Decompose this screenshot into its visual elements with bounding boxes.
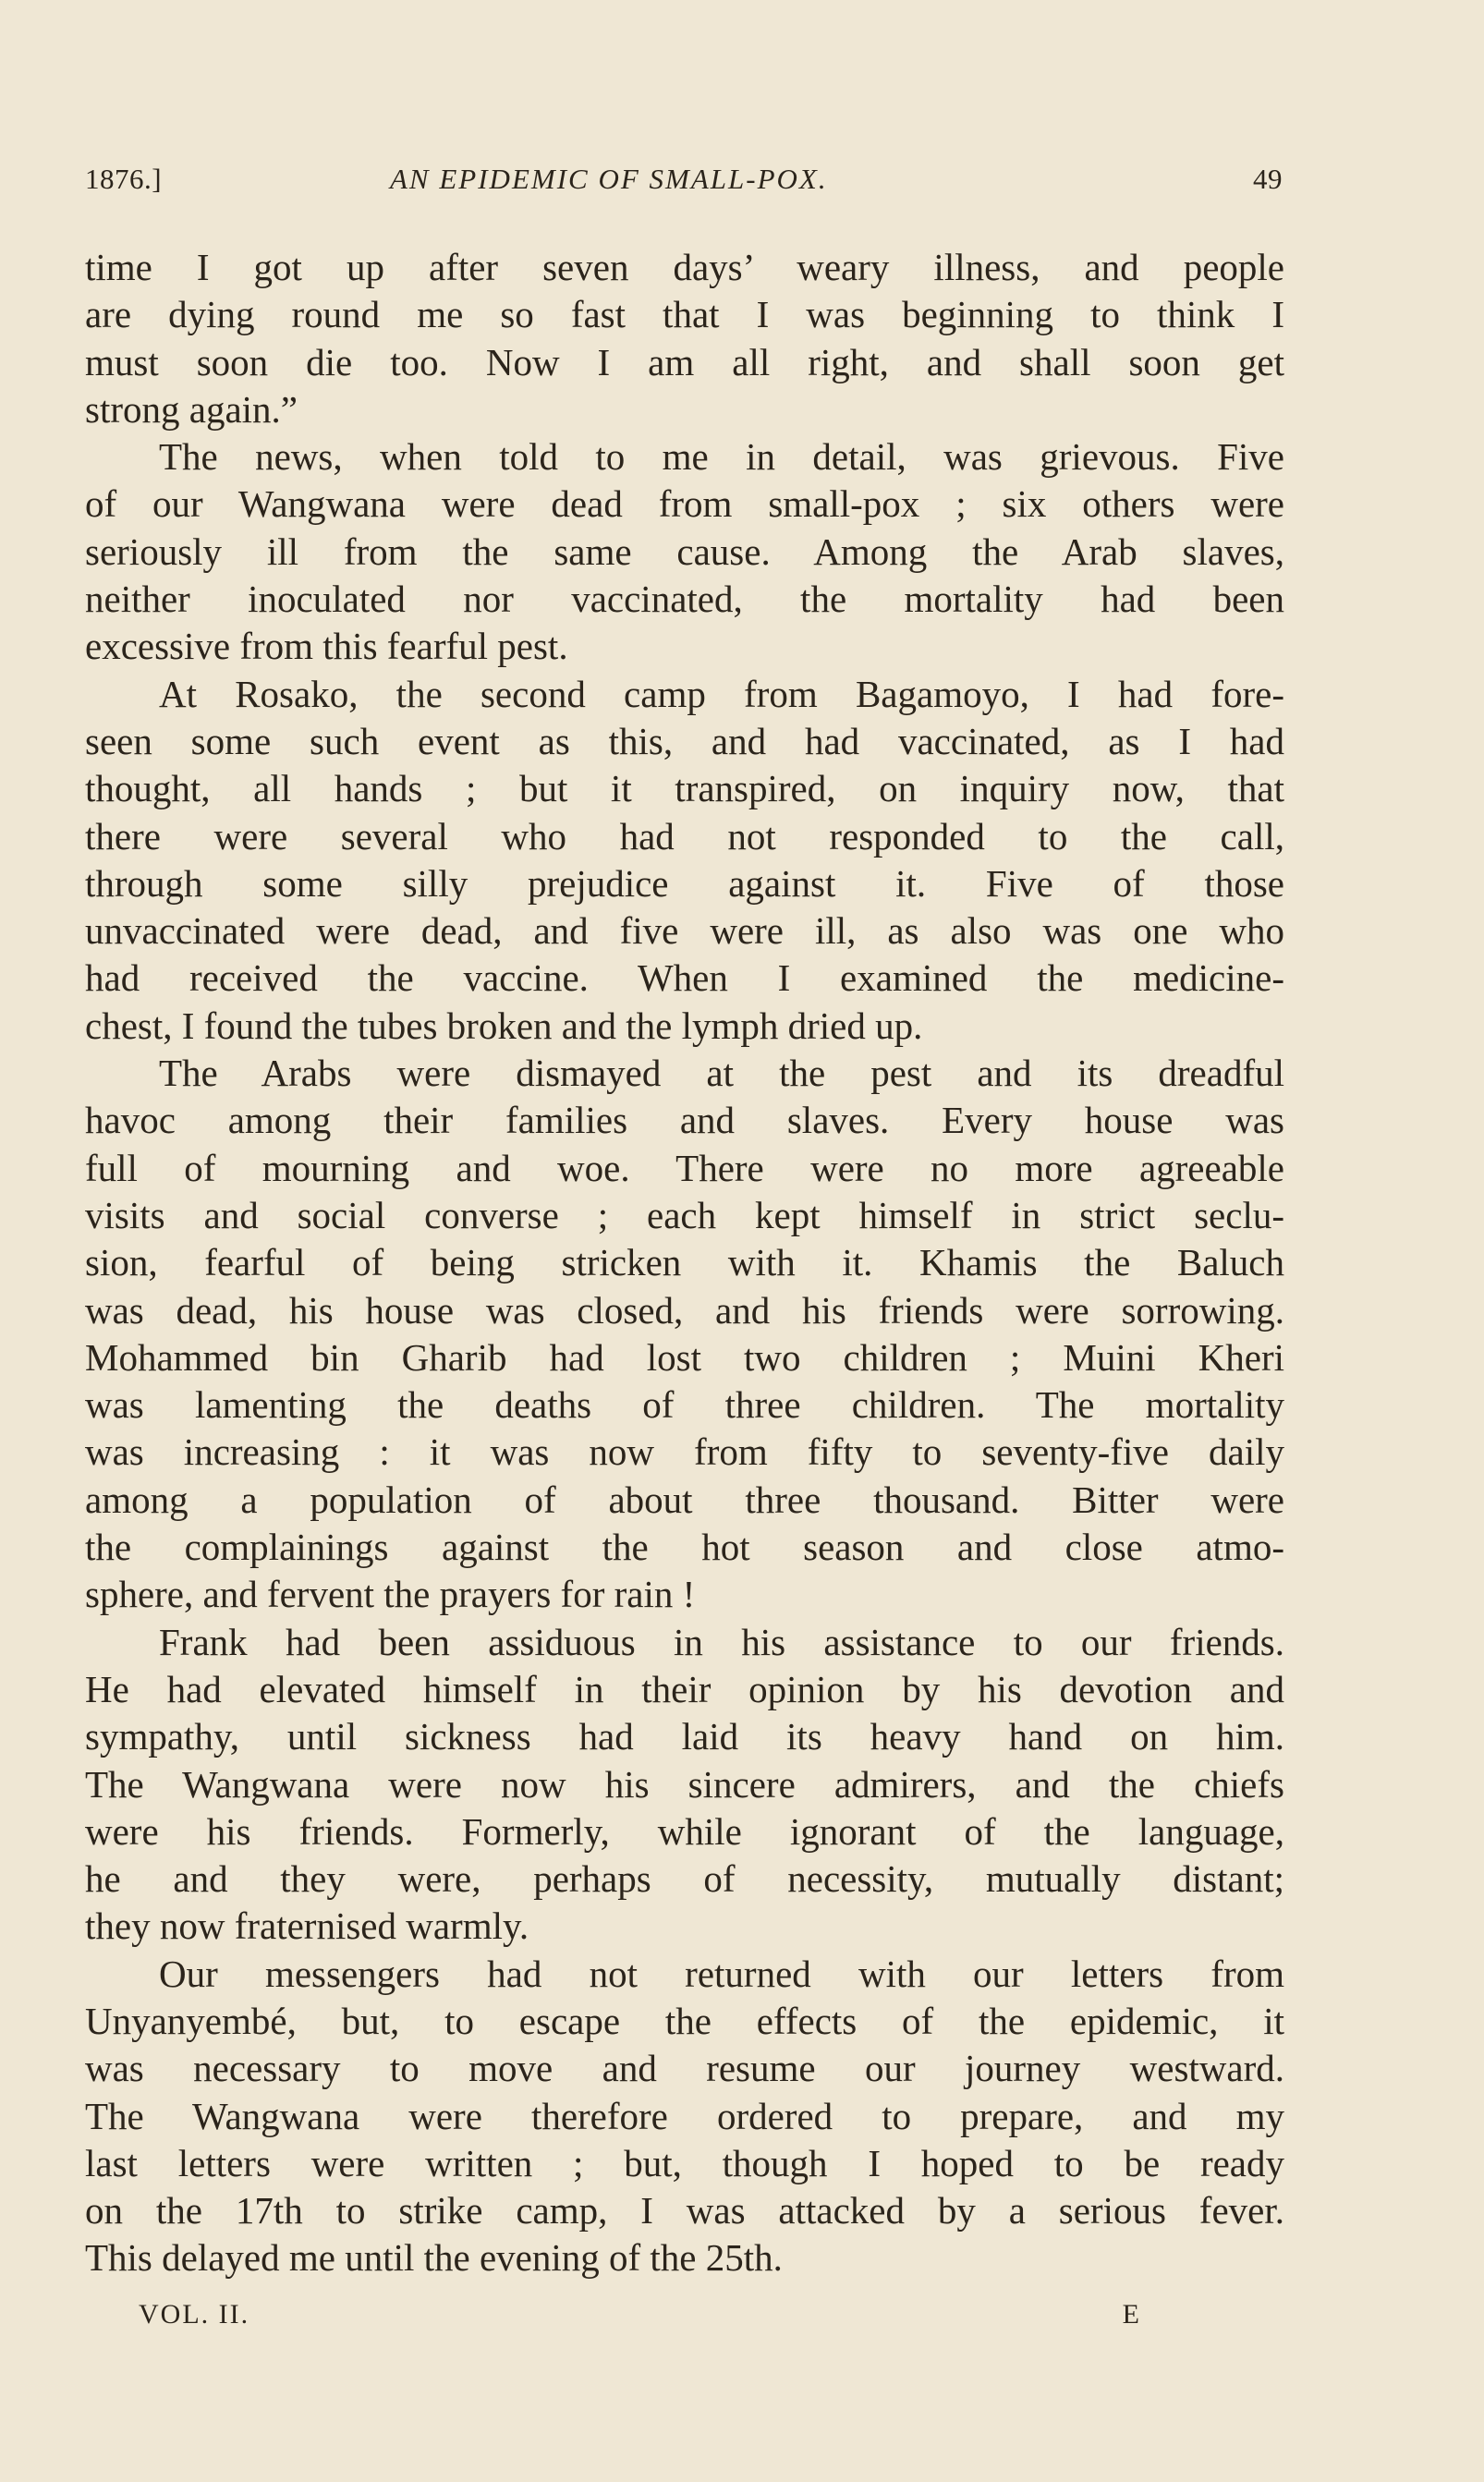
text-line: neither inoculated nor vaccinated, the mortality had been — [85, 578, 1284, 621]
text-line: strong again.” — [85, 387, 298, 431]
text-line: the complainings against the hot season and close atmo- — [85, 1526, 1284, 1569]
text-line: sion, fearful of being stricken with it. Khamis the Baluch — [85, 1241, 1284, 1284]
signature-mark: E — [1122, 2299, 1141, 2330]
text-line: he and they were, perhaps of necessity, mutually distant; — [85, 1857, 1284, 1901]
text-line: Unyanyembé, but, to escape the effects of the epidemic, it — [85, 1999, 1284, 2042]
text-line: This delayed me until the evening of the 25th. — [85, 2236, 783, 2280]
text-line: sympathy, until sickness had laid its heavy hand on him. — [85, 1715, 1284, 1758]
text-line: full of mourning and woe. There were no more agreeable — [85, 1146, 1284, 1189]
text-line: was necessary to move and resume our journey westward. — [85, 2047, 1284, 2090]
text-line: thought, all hands ; but it transpired, on inquiry now, that — [85, 767, 1284, 810]
text-line: on the 17th to strike camp, I was attacked by a serious fever. — [85, 2189, 1284, 2233]
text-line: through some silly prejudice against it. Five of those — [85, 861, 1284, 905]
text-line: had received the vaccine. When I examined the medicine- — [85, 956, 1284, 1000]
text-line: excessive from this fearful pest. — [85, 625, 568, 668]
running-head-year: 1876.] — [85, 163, 163, 195]
text-line: The Wangwana were therefore ordered to prepare, and my — [85, 2094, 1284, 2137]
text-line: seen some such event as this, and had vaccinated, as I had — [85, 719, 1284, 762]
text-line: time I got up after seven days’ weary illness, and people — [85, 246, 1284, 288]
text-line: Mohammed bin Gharib had lost two children ; Muini Kheri — [85, 1335, 1284, 1379]
volume-marker: VOL. II. — [139, 2299, 250, 2330]
text-line: they now fraternised warmly. — [85, 1904, 529, 1948]
text-line: The Arabs were dismayed at the pest and its dreadful — [159, 1052, 1284, 1095]
page-number: 49 — [1253, 163, 1283, 195]
text-line: were his friends. Formerly, while ignorant of the language, — [85, 1809, 1284, 1853]
page-footer — [139, 2299, 1141, 2340]
text-line: chest, I found the tubes broken and the lymph dried up. — [85, 1004, 923, 1047]
running-head-title: AN EPIDEMIC OF SMALL-POX. — [390, 163, 828, 195]
text-line: At Rosako, the second camp from Bagamoyo, I had fore- — [159, 672, 1284, 715]
text-line: was increasing : it was now from fifty to seventy-five daily — [85, 1430, 1284, 1474]
text-line: He had elevated himself in their opinion by his devotion and — [85, 1667, 1284, 1710]
text-line: havoc among their families and slaves. Every house was — [85, 1099, 1284, 1142]
text-line: was dead, his house was closed, and his friends were sorrowing. — [85, 1288, 1284, 1332]
text-line: The news, when told to me in detail, was grievous. Five — [159, 435, 1284, 479]
text-line: of our Wangwana were dead from small-pox ; six others were — [85, 482, 1284, 526]
text-line: among a population of about three thousand. Bitter were — [85, 1478, 1284, 1521]
text-line: are dying round me so fast that I was beginning to think I — [85, 293, 1284, 336]
text-line: was lamenting the deaths of three children. The mortality — [85, 1383, 1284, 1427]
text-line: visits and social converse ; each kept himself in strict seclu- — [85, 1193, 1284, 1236]
text-line: there were several who had not responded to the call, — [85, 814, 1284, 858]
text-line: seriously ill from the same cause. Among the Arab slaves, — [85, 529, 1284, 573]
text-line: must soon die too. Now I am all right, and shall soon get — [85, 340, 1284, 383]
text-line: Our messengers had not returned with our letters from — [159, 1952, 1284, 1995]
text-line: sphere, and fervent the prayers for rain ! — [85, 1573, 696, 1616]
text-line: unvaccinated were dead, and five were ill, as also was one who — [85, 909, 1284, 953]
text-line: last letters were written ; but, though I hoped to be ready — [85, 2141, 1284, 2184]
body-text — [85, 244, 1284, 2282]
running-head — [85, 163, 1283, 207]
text-line: Frank had been assiduous in his assistance to our friends. — [159, 1620, 1284, 1663]
text-line: The Wangwana were now his sincere admirers, and the chiefs — [85, 1762, 1284, 1806]
